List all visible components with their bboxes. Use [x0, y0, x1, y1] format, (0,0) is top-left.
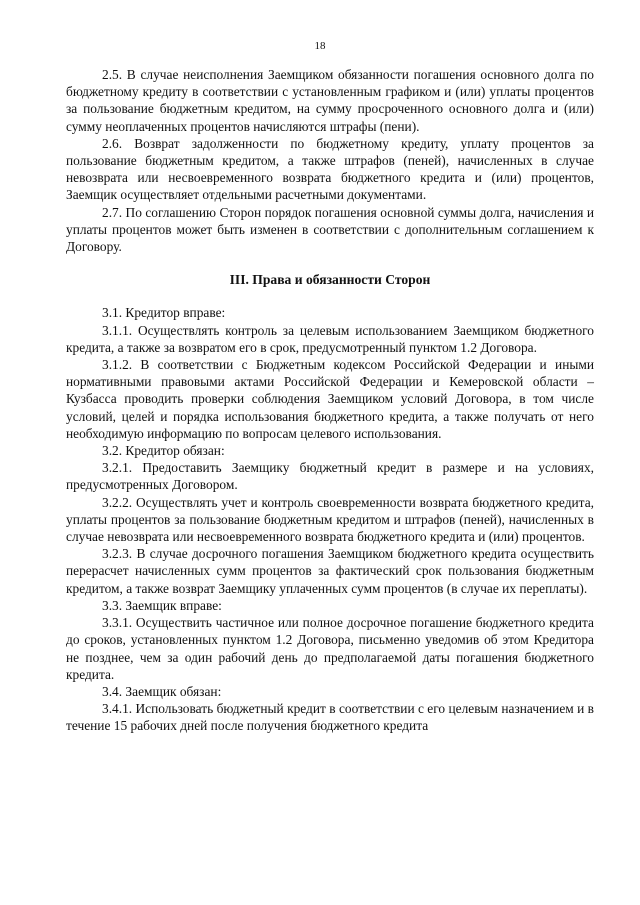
paragraph-2-5: 2.5. В случае неисполнения Заемщиком обязанности погашения основного долга по бюджетному кредиту в соответствии с установленным графиком и (или) уплаты процентов за пользование бюджетным кредитом, на сумму просроченного основного долга и (или) сумму неоплаченных процентов начисляются штрафы (пени).	[66, 67, 594, 134]
paragraph-3-2-1: 3.2.1. Предоставить Заемщику бюджетный кредит в размере и на условиях, предусмотренных Договором.	[66, 460, 594, 493]
paragraph-3-2: 3.2. Кредитор обязан:	[102, 443, 225, 459]
paragraph-3-1-2: 3.1.2. В соответствии с Бюджетным кодексом Российской Федерации и иными нормативными правовыми актами Российской Федерации и Кемеровской области – Кузбасса проводить проверки соблюдения Заемщиком условий Договора, в том числе условий, целей и порядка использования бюджетного кредита, а также получать от него необходимую информацию по вопросам целевого использования.	[66, 357, 594, 441]
paragraph-3-4-1: 3.4.1. Использовать бюджетный кредит в соответствии с его целевым назначением и в течение 15 рабочих дней после получения бюджетного кредита	[66, 701, 594, 734]
document-body	[66, 66, 594, 735]
paragraph-2-6: 2.6. Возврат задолженности по бюджетному кредиту, уплату процентов за пользование бюджетным кредитом, а также штрафов (пеней), начисленных в случае невозврата или несвоевременного возврата бюджетного кредита и (или) процентов, Заемщик осуществляет отдельными расчетными документами.	[66, 135, 594, 203]
paragraph-3-4: 3.4. Заемщик обязан:	[102, 683, 222, 699]
paragraph-3-1: 3.1. Кредитор вправе:	[102, 305, 226, 321]
paragraph-3-3: 3.3. Заемщик вправе:	[102, 597, 222, 613]
page-number: 18	[314, 40, 326, 52]
section-heading: III. Права и обязанности Сторон	[229, 272, 431, 288]
paragraph-3-1-1: 3.1.1. Осуществлять контроль за целевым использованием Заемщиком бюджетного кредита, а также за возвратом его в срок, предусмотренный пунктом 1.2 Договора.	[66, 322, 594, 355]
paragraph-3-3-1: 3.3.1. Осуществить частичное или полное досрочное погашение бюджетного кредита до сроков, установленных пунктом 1.2 Договора, письменно уведомив об этом Кредитора не позднее, чем за один рабочий день до предполагаемой даты погашения бюджетного кредита.	[66, 615, 594, 682]
paragraph-3-2-2: 3.2.2. Осуществлять учет и контроль своевременности возврата бюджетного кредита, уплаты процентов за пользование бюджетным кредитом и штрафов (пеней), начисленных в случае невозврата или несвоевременного возврата бюджетного кредита и (или) процентов.	[66, 494, 594, 545]
paragraph-2-7: 2.7. По соглашению Сторон порядок погашения основной суммы долга, начисления и уплаты процентов может быть изменен в соответствии с дополнительным соглашением к Договору.	[66, 204, 594, 255]
paragraph-3-2-3: 3.2.3. В случае досрочного погашения Заемщиком бюджетного кредита осуществить перерасчет начисленных сумм процентов за фактический срок пользования бюджетным кредитом, а также возврат Заемщику уплаченных сумм процентов (в случае их переплаты).	[66, 546, 594, 596]
